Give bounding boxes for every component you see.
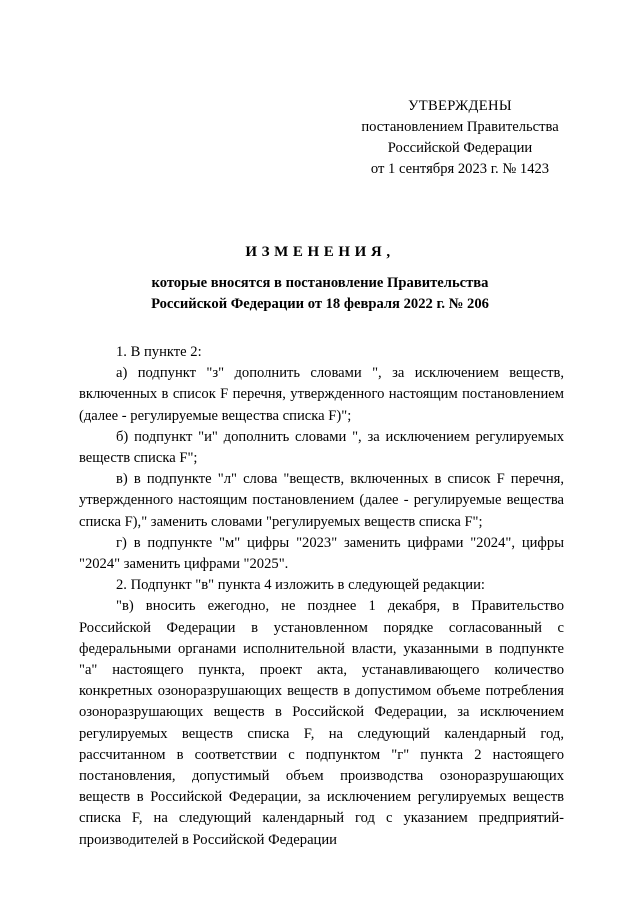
paragraph: а) подпункт "з" дополнить словами ", за исключением веществ, включенных в список F перечня, утвержденного настоящим постановлением (далее - регулируемые вещества списка F)"; — [79, 365, 564, 424]
document-body — [79, 342, 564, 851]
subtitle-line: которые вносятся в постановление Правительства — [151, 275, 489, 291]
document-heading — [60, 242, 580, 315]
paragraph: "в) вносить ежегодно, не позднее 1 декабря, в Правительство Российской Федерации в установленном порядке согласованный с федеральными органами исполнительной власти, указанными в подпункте "а" настоящего пункта, проект акта, устанавливающего количество конкретных озоноразрушающих веществ в допустимом объеме потребления озоноразрушающих веществ в Российской Федерации, за исключением регулируемых веществ списка F, на следующий календарный год, рассчитанном в соответствии с подпунктом "г" пункта 2 настоящего постановления, допустимый объем производства озоноразрушающих веществ в Российской Федерации, за исключением регулируемых веществ списка F, на следующий календарный год с указанием предприятий-производителей в Российской Федерации — [79, 598, 564, 848]
subtitle-line: Российской Федерации от 18 февраля 2022 г. № 206 — [151, 296, 489, 312]
document-subtitle — [60, 273, 580, 315]
approval-stamp — [330, 96, 590, 180]
approval-line: от 1 сентября 2023 г. № 1423 — [370, 161, 550, 177]
paragraph: б) подпункт "и" дополнить словами ", за исключением регулируемых веществ списка F"; — [79, 428, 564, 467]
paragraph: 1. В пункте 2: — [116, 344, 202, 360]
approval-title: УТВЕРЖДЕНЫ — [408, 98, 512, 114]
paragraph: 2. Подпункт "в" пункта 4 изложить в следующей редакции: — [116, 577, 485, 594]
paragraph: в) в подпункте "л" слова "веществ, включенных в список F перечня, утвержденного настоящим постановлением (далее - регулируемые вещества списка F)," заменить словами "регулируемых веществ списка F"; — [79, 471, 564, 530]
approval-line: постановлением Правительства — [361, 119, 559, 135]
document-title: ИЗМЕНЕНИЯ, — [245, 244, 395, 260]
paragraph: г) в подпункте "м" цифры "2023" заменить цифрами "2024", цифры "2024" заменить цифрами "2025". — [79, 534, 564, 573]
approval-line: Российской Федерации — [387, 140, 533, 156]
